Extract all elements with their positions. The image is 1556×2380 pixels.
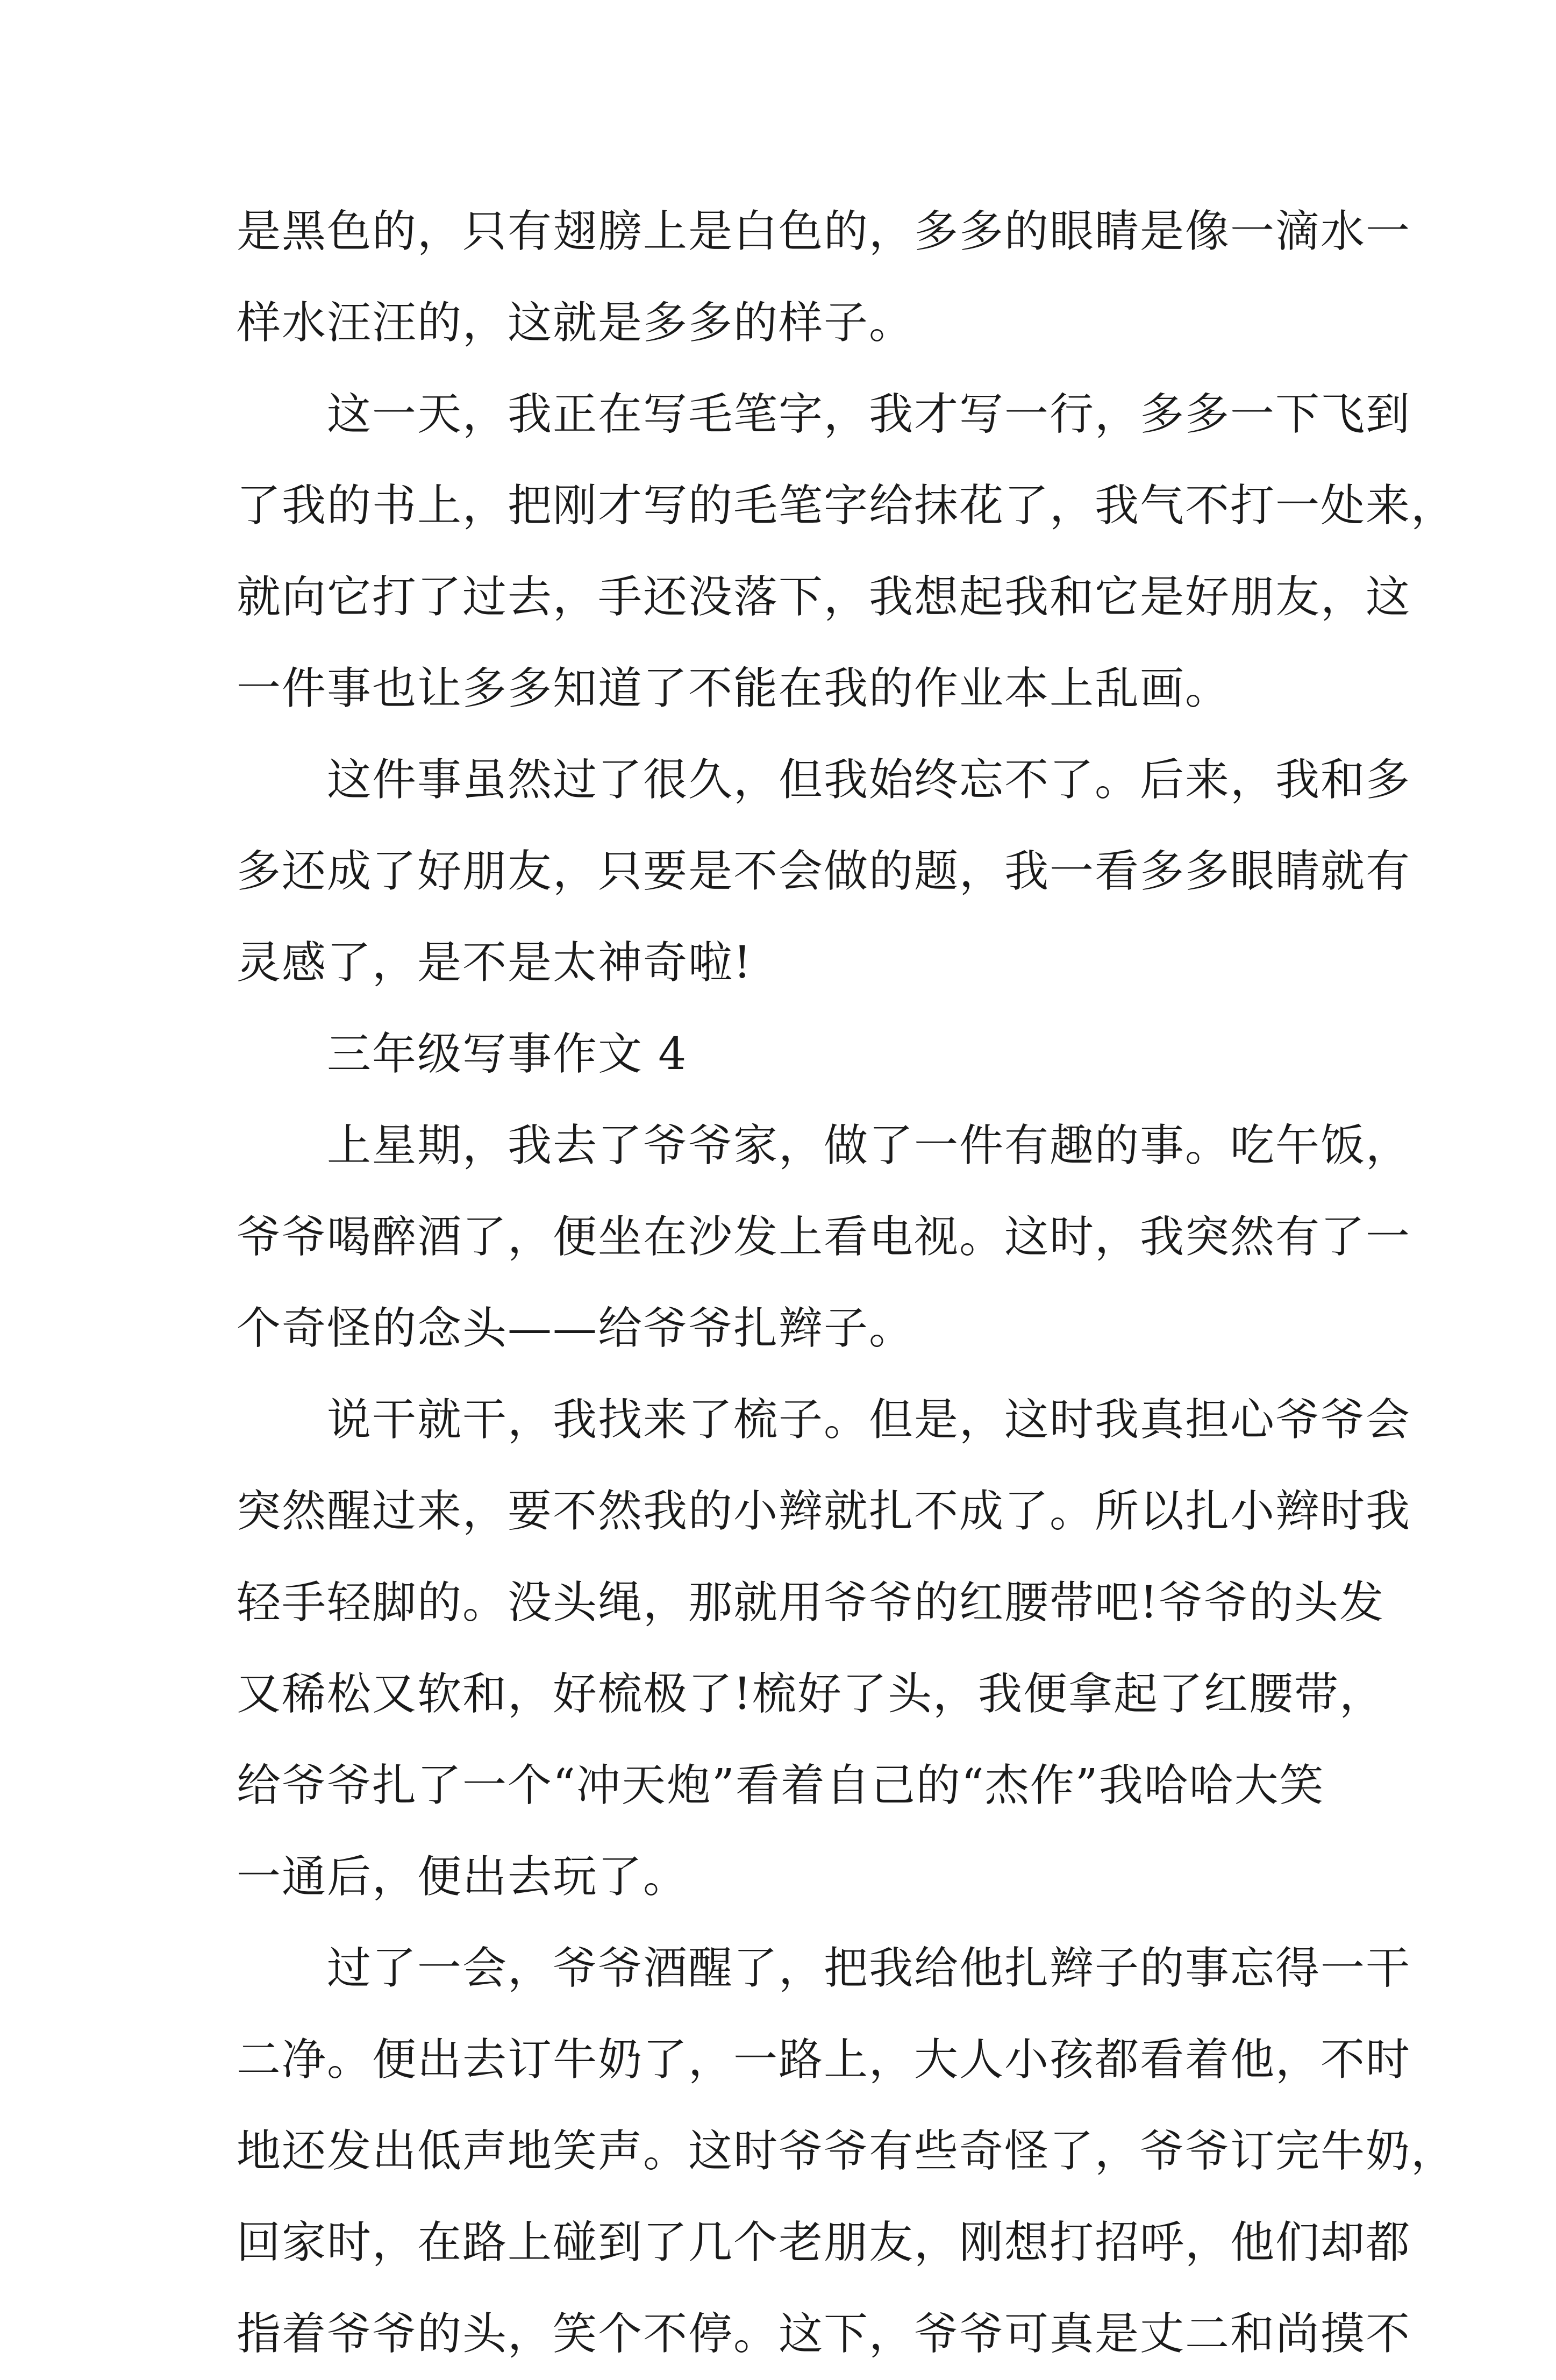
text-line: 一件事也让多多知道了不能在我的作业本上乱画。: [237, 663, 1231, 714]
text-line: 二净。便出去订牛奶了，一路上，大人小孩都看着他，不时: [237, 2034, 1411, 2085]
text-line: 突然醒过来，要不然我的小辫就扎不成了。所以扎小辫时我: [237, 1486, 1411, 1537]
text-line: 地还发出低声地笑声。这时爷爷有些奇怪了，爷爷订完牛奶，: [237, 2126, 1457, 2177]
text-line: 轻手轻脚的。没头绳，那就用爷爷的红腰带吧!爷爷的头发: [237, 1577, 1384, 1628]
text-line: 说干就干，我找来了梳子。但是，这时我真担心爷爷会: [327, 1394, 1411, 1445]
text-line: 给爷爷扎了一个“冲天炮”看着自己的“杰作”我哈哈大笑: [237, 1760, 1325, 1811]
document-body: [237, 186, 1457, 2380]
text-line: 这一天，我正在写毛笔字，我才写一行，多多一下飞到: [327, 389, 1411, 440]
text-line: 一通后，便出去玩了。: [237, 1851, 689, 1902]
text-line: 这件事虽然过了很久，但我始终忘不了。后来，我和多: [327, 754, 1411, 806]
text-line: 灵感了，是不是太神奇啦!: [237, 937, 752, 988]
text-line: 爷爷喝醉酒了，便坐在沙发上看电视。这时，我突然有了一: [237, 1212, 1411, 1263]
text-line: 是黑色的，只有翅膀上是白色的，多多的眼睛是像一滴水一: [237, 206, 1411, 257]
text-line: 回家时，在路上碰到了几个老朋友，刚想打招呼，他们却都: [237, 2217, 1411, 2268]
text-line: 样水汪汪的，这就是多多的样子。: [237, 297, 915, 348]
text-line: 指着爷爷的头，笑个不停。这下，爷爷可真是丈二和尚摸不: [237, 2308, 1411, 2360]
text-line: 上星期，我去了爷爷家，做了一件有趣的事。吃午饭，: [327, 1120, 1411, 1171]
text-line: 多还成了好朋友，只要是不会做的题，我一看多多眼睛就有: [237, 846, 1411, 897]
text-line: 就向它打了过去，手还没落下，我想起我和它是好朋友，这: [237, 572, 1411, 623]
text-line: 个奇怪的念头——给爷爷扎辫子。: [237, 1303, 915, 1354]
text-line: 了我的书上，把刚才写的毛笔字给抹花了，我气不打一处来，: [237, 480, 1457, 531]
section-heading: 三年级写事作文 4: [327, 1029, 688, 1080]
text-line: 过了一会，爷爷酒醒了，把我给他扎辫子的事忘得一干: [327, 1943, 1411, 1994]
text-line: 又稀松又软和，好梳极了!梳好了头，我便拿起了红腰带，: [237, 1669, 1384, 1720]
